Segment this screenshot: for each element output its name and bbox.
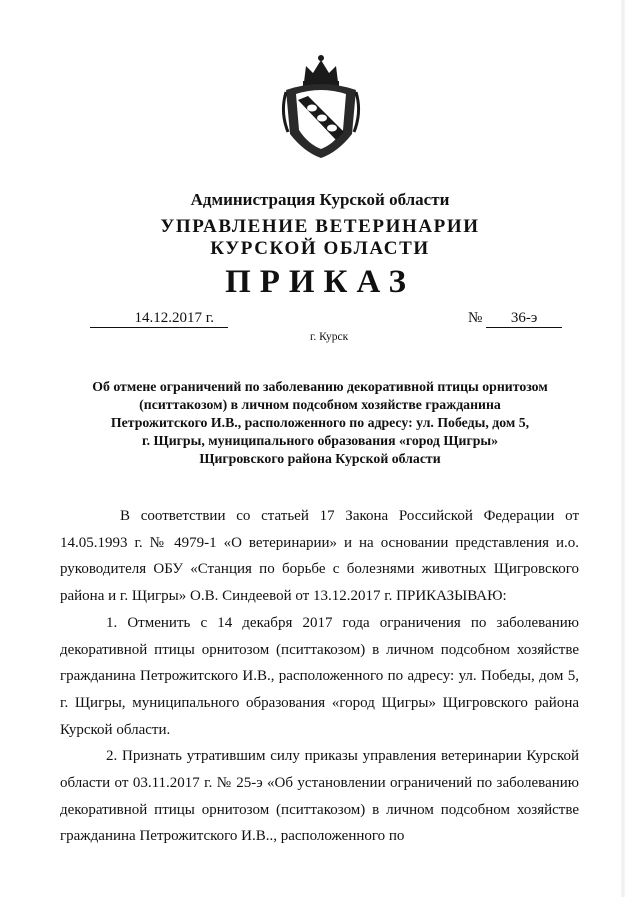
order-number [468,310,562,328]
department-line-2: КУРСКОЙ ОБЛАСТИ [210,238,430,259]
order-subject [78,378,562,468]
number-label: № [468,310,483,326]
subject-line: Об отмене ограничений по заболеванию декоративной птицы орнитозом [92,379,548,394]
order-body [60,503,579,850]
number-value: 36-э [486,310,562,328]
subject-line: г. Щигры, муниципального образования «город Щигры» [141,433,499,448]
department-line-1: УПРАВЛЕНИЕ ВЕТЕРИНАРИИ [160,216,480,237]
subject-line: Щигровского района Курской области [199,451,441,466]
item-2-paragraph: 2. Признать утратившим силу приказы управления ветеринарии Курской области от 03.11.2017 г. № 25-э «Об установлении ограничений по заболеванию декоративной птицы орнитозом (пситтакозом) в личном подсобном хозяйстве гражданина Петрожитского И.В.., расположенного по [60,748,579,845]
subject-line: Петрожитского И.В., расположенного по адресу: ул. Победы, дом 5, [110,415,530,430]
department-title [0,216,640,260]
order-date: 14.12.2017 г. [90,310,228,328]
administration-title: Администрация Курской области [190,190,450,209]
document-type-title: ПРИКАЗ [225,264,415,300]
intro-paragraph: В соответствии со статьей 17 Закона Российской Федерации от 14.05.1993 г. № 4979-1 «О ветеринарии» и на основании представления и.о. руководителя ОБУ «Станция по борьбе с болезнями животных Щигровского района и г. Щигры» О.В. Синдеевой от 13.12.2017 г. ПРИКАЗЫВАЮ: [60,508,579,605]
item-1-paragraph: 1. Отменить с 14 декабря 2017 года ограничения по заболеванию декоративной птицы орнитозом (пситтакозом) в личном подсобном хозяйстве гражданина Петрожитского И.В., расположенного по адресу: ул. Победы, дом 5, г. Щигры, муниципального образования «город Щигры» Щигровского района Курской области. [60,614,579,738]
city-label: г. Курск [310,331,349,343]
coat-of-arms-icon [278,52,364,160]
subject-line: (пситтакозом) в личном подсобном хозяйстве гражданина [139,397,501,412]
scan-edge [620,0,626,897]
